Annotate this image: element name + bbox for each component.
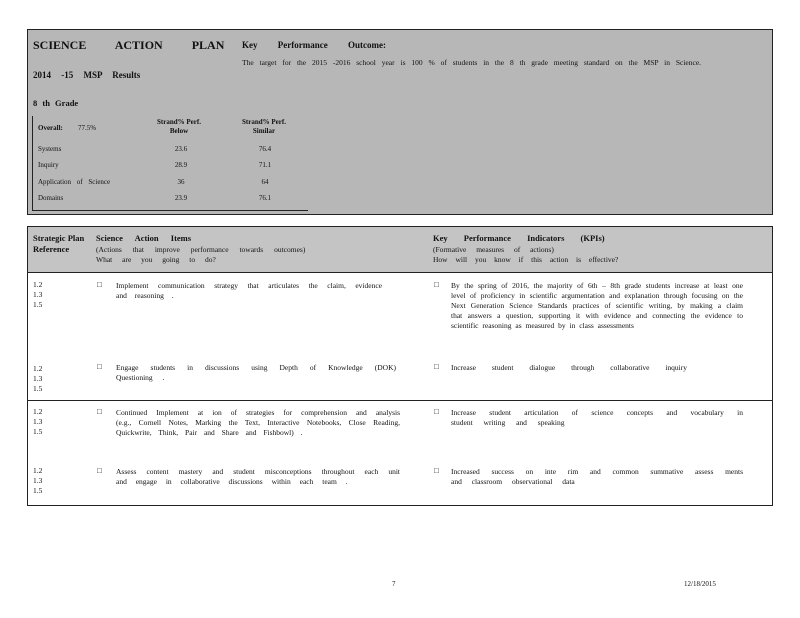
- plan-refs: 1.2 1.3 1.5: [33, 466, 43, 495]
- checkbox-bullet: □: [97, 466, 102, 475]
- grade-label: 8 th Grade: [33, 98, 79, 108]
- col-perf-similar: Strand% Perf. Similar: [242, 118, 286, 135]
- footer-date: 12/18/2015: [684, 580, 716, 588]
- checkbox-bullet: □: [97, 280, 102, 289]
- col-perf-below: Strand% Perf. Below: [157, 118, 201, 135]
- results-subtitle: 2014 -15 MSP Results: [33, 70, 141, 80]
- overall-label: Overall:: [38, 124, 63, 132]
- checkbox-bullet: □: [434, 407, 439, 416]
- col-strategic-plan-ref: Strategic Plan Reference: [33, 233, 85, 254]
- kpo-text: The target for the 2015 -2016 school year is 100 % of students in the 8 th grade meeting standard on the MSP in Science.: [242, 58, 702, 67]
- action-item: Implement communication strategy that articulates the claim, evidence and reasoning .: [116, 281, 382, 300]
- checkbox-bullet: □: [434, 280, 439, 289]
- col-kpis: Key Performance Indicators (KPIs): [433, 233, 605, 243]
- page-number: 7: [392, 580, 396, 588]
- page-title: SCIENCE ACTION PLAN: [33, 38, 225, 52]
- col-action-items: Science Action Items: [96, 233, 192, 243]
- kpo-label: Key Performance Outcome:: [242, 40, 386, 50]
- action-item: Assess content mastery and student misconceptions throughout each unit and engage in collaborative discussions within each team .: [116, 467, 400, 486]
- kpi-item: By the spring of 2016, the majority of 6th – 8th grade students increase at least one level of proficiency in scientific argumentation and explanation through focusing on the Next Generation Science Standards practices of scientific writing, by making a claim that answers a question, supporting it with evidence and connecting the evidence to scientific reasoning as measured by in class assessments: [451, 281, 743, 330]
- action-item: Continued Implement at ion of strategies for comprehension and analysis (e.g., Cornell Notes, Marking the Text, Interactive Notebooks, Close Reading, Quickwrite, Think, Pair and Share and Fishbowl) .: [116, 408, 400, 437]
- row-divider: [28, 400, 772, 401]
- checkbox-bullet: □: [97, 362, 102, 371]
- plan-refs: 1.2 1.3 1.5: [33, 280, 43, 309]
- plan-refs: 1.2 1.3 1.5: [33, 407, 43, 436]
- kpi-item: Increase student dialogue through collaborative inquiry: [451, 363, 687, 372]
- checkbox-bullet: □: [97, 407, 102, 416]
- action-item: Engage students in discussions using Depth of Knowledge (DOK) Questioning .: [116, 363, 396, 382]
- table-header: Strategic Plan Reference Science Action Items (Actions that improve performance towards outcomes) What are you going to do? Key Performance Indicators (KPIs) (Formative measures of actions) How will you know if this action is effective?: [28, 227, 772, 273]
- plan-refs: 1.2 1.3 1.5: [33, 364, 43, 393]
- checkbox-bullet: □: [434, 466, 439, 475]
- kpi-item: Increase student articulation of science concepts and vocabulary in student writing and speaking: [451, 408, 743, 427]
- overall-value: 77.5%: [78, 124, 97, 132]
- action-plan-table: [27, 226, 773, 506]
- checkbox-bullet: □: [434, 362, 439, 371]
- kpi-item: Increased success on inte rim and common summative assess ments and classroom observational data: [451, 467, 743, 486]
- results-table: Overall: 77.5% Strand% Perf. Below Strand% Perf. Similar Systems 23.6 76.4 Inquiry 28.9 71.1 Application of Science 36 64 Domains 23.9 76.1: [32, 116, 308, 211]
